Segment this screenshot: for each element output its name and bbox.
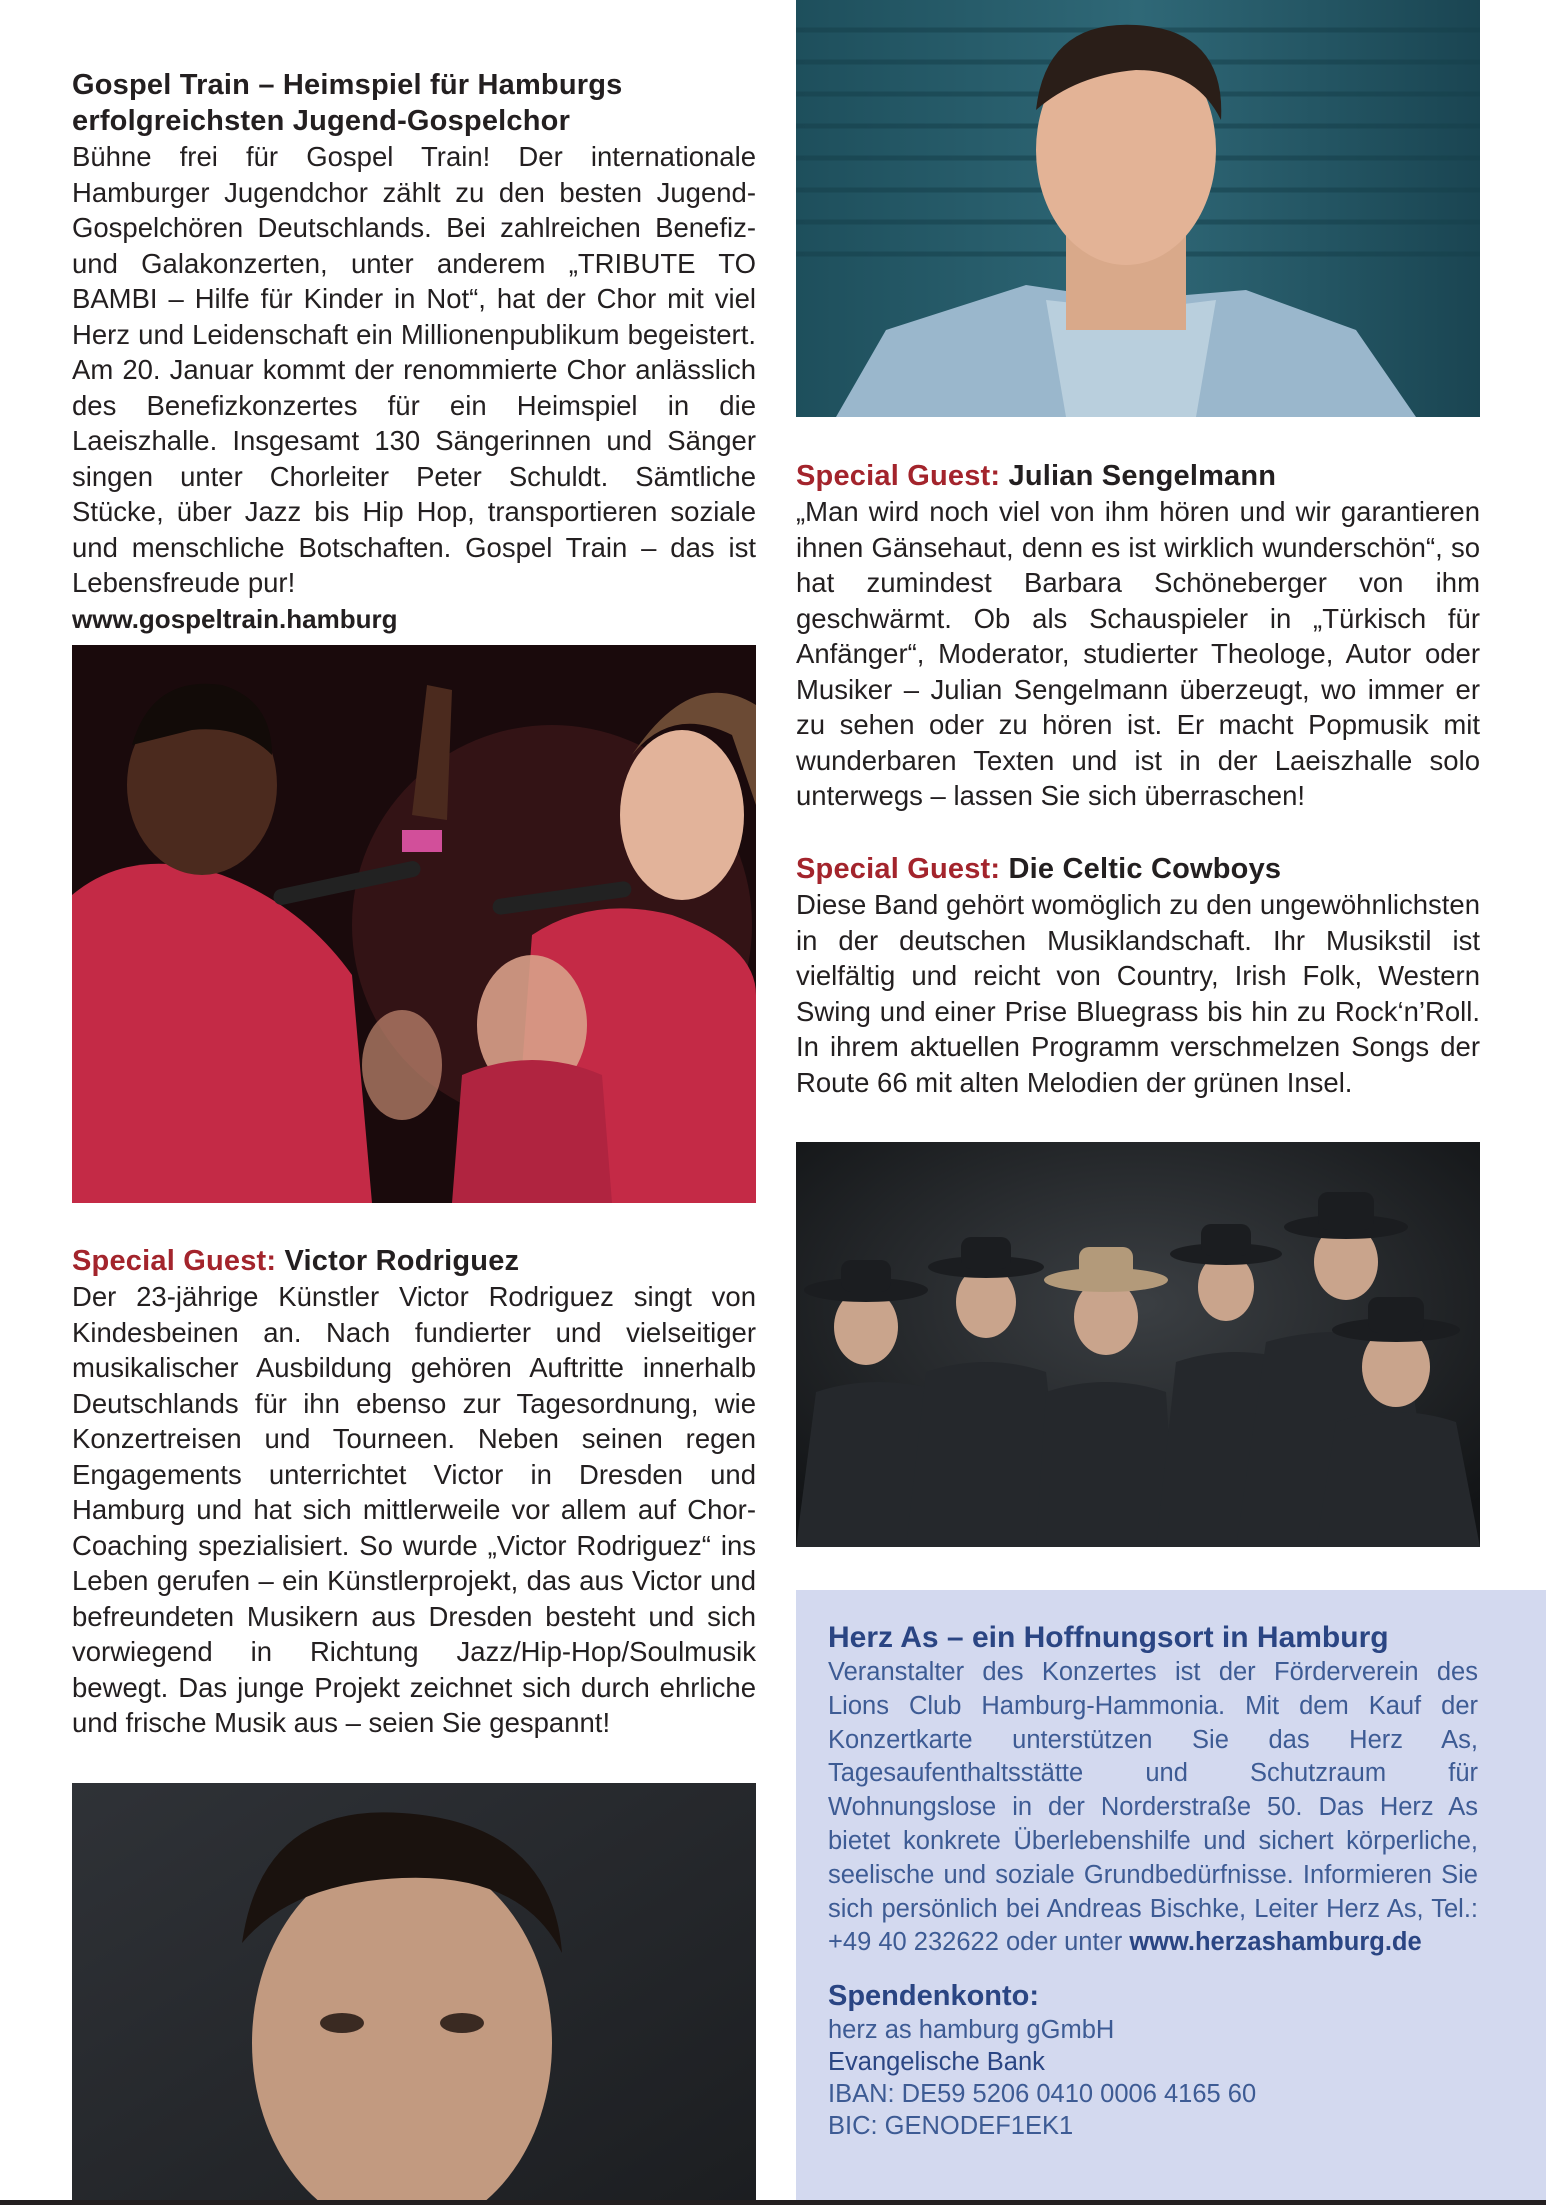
gospel-title-line2: erfolgreichsten Jugend-Gospelchor (72, 105, 571, 137)
herzas-body-text: Veranstalter des Konzertes ist der Förderverein des Lions Club Hamburg-Hammonia. Mit dem Kauf der Konzertkarte unterstützen Sie das Herz As, Tagesaufenthaltsstätte und Schutzraum für Wohnungslose in der Norderstraße 50. Das Herz As bietet konkrete Überlebenshilfe und sichert körperliche, seelische und soziale Grundbedürfnisse. Informieren Sie sich persönlich bei Andreas Bischke, Leiter Herz As, Tel.: +49 40 232622 oder unter (828, 1658, 1478, 1957)
gospel-url[interactable]: www.gospeltrain.hamburg (72, 603, 398, 634)
julian-name: Julian Sengelmann (1008, 460, 1277, 492)
account-name: herz as hamburg gGmbH (828, 2016, 1115, 2045)
cowboys-heading (796, 851, 1480, 887)
special-guest-label: Special Guest: (796, 460, 1001, 492)
gospel-train-singers-photo (72, 645, 756, 1203)
victor-body: Der 23-jährige Künstler Victor Rodriguez singt von Kindesbeinen an. Nach fundierter und vielseitiger musikalischer Ausbildung gehören Auftritte innerhalb Deutschlands für ihn ebenso zur Tagesordnung, wie Konzertreisen und Tourneen. Neben seinen regen Engagements unterrichtet Victor in Dresden und Hamburg und hat sich mittlerweile vor allem auf Chor-Coaching spezialisiert. So wurde „Victor Rodriguez“ ins Leben gerufen – ein Künstlerprojekt, das aus Victor und befreundeten Musikern aus Dresden besteht und sich vorwiegend in Richtung Jazz/Hip-Hop/Soulmusik bewegt. Das junge Projekt zeichnet sich durch ehrliche und frische Musik aus – seien Sie gespannt! (72, 1281, 756, 1738)
special-guest-label: Special Guest: (796, 853, 1001, 885)
julian-sengelmann-photo (796, 0, 1480, 417)
iban: IBAN: DE59 5206 0410 0006 4165 60 (828, 2080, 1257, 2109)
special-guest-label: Special Guest: (72, 1245, 277, 1277)
victor-heading (72, 1243, 756, 1279)
gospel-title-line1: Gospel Train – Heimspiel für Hamburgs (72, 69, 623, 101)
victor-name: Victor Rodriguez (284, 1245, 520, 1277)
herzas-title: Herz As – ein Hoffnungsort in Hamburg (828, 1621, 1389, 1654)
gospel-body: Bühne frei für Gospel Train! Der internationale Hamburger Jugendchor zählt zu den besten Jugend-Gospelchören Deutschlands. Bei zahlreichen Benefiz- und Galakonzerten, unter anderem „TRIBUTE TO BAMBI – Hilfe für Kinder in Not“, hat der Chor mit viel Herz und Leidenschaft ein Millionenpublikum begeistert. Am 20. Januar kommt der renommierte Chor anlässlich des Benefizkonzertes für ein Heimspiel in die Laeiszhalle. Insgesamt 130 Sängerinnen und Sänger singen unter Chorleiter Peter Schuldt. Sämtliche Stücke, über Jazz bis Hip Hop, transportieren soziale und menschliche Botschaften. Gospel Train – das ist Lebensfreude pur! (72, 141, 756, 598)
celtic-cowboys-photo (796, 1142, 1480, 1547)
herzas-url[interactable]: www.herzashamburg.de (1129, 1928, 1422, 1957)
spendenkonto-title: Spendenkonto: (828, 1980, 1040, 2013)
cowboys-body: Diese Band gehört womöglich zu den ungewöhnlichsten in der deutschen Musiklandschaft. Ihr Musikstil ist vielfältig und reicht von Country, Irish Folk, Western Swing und einer Prise Bluegrass bis hin zu Rock‘n’Roll. In ihrem aktuellen Programm verschmelzen Songs der Route 66 mit alten Melodien der grünen Insel. (796, 889, 1480, 1098)
bic: BIC: GENODEF1EK1 (828, 2112, 1074, 2141)
julian-body: „Man wird noch viel von ihm hören und wir garantieren ihnen Gänsehaut, denn es ist wirklich wunderschön“, so hat zumindest Barbara Schöneberger von ihm geschwärmt. Ob als Schauspieler in „Türkisch für Anfänger“, Moderator, studierter Theologe, Autor oder Musiker – Julian Sengelmann überzeugt, wo immer er zu sehen oder zu hören ist. Er macht Popmusik mit wunderbaren Texten und ist in der Laeiszhalle solo unterwegs – lassen Sie sich überraschen! (796, 496, 1480, 811)
cowboys-name: Die Celtic Cowboys (1008, 853, 1282, 885)
julian-heading (796, 458, 1480, 494)
bank-name: Evangelische Bank (828, 2048, 1045, 2077)
victor-rodriguez-photo (72, 1783, 756, 2200)
herz-as-infobox (796, 1590, 1546, 2205)
herzas-body (828, 1656, 1478, 1960)
bottom-rule (0, 2200, 1546, 2205)
